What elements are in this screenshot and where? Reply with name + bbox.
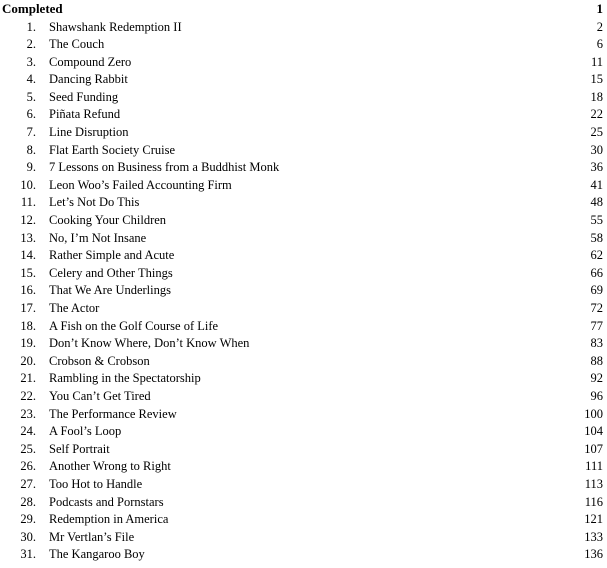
toc-entry-title: Celery and Other Things [49,265,173,280]
toc-entry-page: 58 [590,230,603,245]
toc-entry-title: Rambling in the Spectatorship [49,371,201,386]
toc-entry[interactable] [0,388,607,406]
toc-entry-title: Podcasts and Pornstars [49,494,164,509]
toc-entry[interactable] [0,318,607,336]
toc-entry[interactable] [0,423,607,441]
toc-entry-number: 24. [20,424,36,439]
toc-entry-title: Mr Vertlan’s File [49,529,135,544]
toc-entry-number: 7. [26,125,36,140]
toc-entry-number: 12. [20,213,36,228]
toc-entry-title: Shawshank Redemption II [49,19,182,34]
toc-entry-number: 28. [20,494,36,509]
toc-entry-page: 18 [590,89,603,104]
toc-entry-page: 25 [590,125,603,140]
toc-entry-number: 26. [20,459,36,474]
toc-entry-page: 121 [584,512,603,527]
toc-entry-page: 92 [590,371,603,386]
toc-entry[interactable] [0,406,607,424]
toc-entry-number: 29. [20,512,36,527]
toc-entry-page: 6 [596,37,603,52]
toc-entry-title: Line Disruption [49,125,129,140]
toc-entry-page: 66 [590,265,603,280]
toc-entry-title: Redemption in America [49,512,169,527]
toc-entry-page: 77 [590,318,603,333]
toc-entry-number: 23. [20,406,36,421]
toc-entry[interactable] [0,335,607,353]
toc-entry[interactable] [0,282,607,300]
toc-entry-page: 41 [590,177,603,192]
toc-entry-number: 27. [20,476,36,491]
toc-entry-page: 72 [590,301,603,315]
toc-entry-number: 20. [20,353,36,368]
toc-entry-page: 2 [596,19,603,34]
toc-entry-title: Another Wrong to Right [49,459,171,474]
toc-entry-number: 21. [20,371,36,386]
toc-entry[interactable] [0,300,607,318]
toc-entry[interactable] [0,230,607,248]
toc-entry[interactable] [0,71,607,89]
toc-entry-title: You Can’t Get Tired [49,388,151,403]
toc-entry-number: 6. [26,107,36,122]
toc-entry-page: 62 [590,248,603,263]
toc-entry[interactable] [0,353,607,371]
toc-entry-title: The Actor [49,301,100,315]
toc-entry-page: 104 [584,424,603,439]
toc-entry-title: Seed Funding [49,89,119,104]
toc-entry-title: Too Hot to Handle [49,476,143,491]
toc-entry-number: 2. [26,37,36,52]
toc-entry-title: Compound Zero [49,54,132,69]
toc-entry[interactable] [0,247,607,265]
toc-entry[interactable] [0,159,607,177]
toc-entry-title: Cooking Your Children [49,213,167,228]
toc-entry-title: Flat Earth Society Cruise [49,142,176,157]
toc-entry-number: 19. [20,336,36,351]
toc-entry-title: Leon Woo’s Failed Accounting Firm [49,177,232,192]
toc-entry-title: 7 Lessons on Business from a Buddhist Monk [49,160,280,175]
toc-entry-title: Don’t Know Where, Don’t Know When [49,336,250,351]
toc-entry-number: 8. [26,142,36,157]
toc-entry[interactable] [0,212,607,230]
toc-entry-page: 22 [590,107,603,122]
toc-entry-title: The Couch [49,37,105,52]
toc-entry-title: A Fool’s Loop [49,424,122,439]
toc-entry-page: 30 [590,142,603,157]
toc-entry[interactable] [0,106,607,124]
toc-entry[interactable] [0,124,607,142]
toc-section-title: Completed [2,1,63,16]
toc-entry-title: The Performance Review [49,406,177,421]
toc-entry-title: No, I’m Not Insane [49,230,147,245]
toc-entry[interactable] [0,476,607,494]
toc-entry-number: 9. [26,160,36,175]
toc-entry-page: 113 [584,476,603,491]
toc-entry[interactable] [0,177,607,195]
toc-entry-page: 36 [590,160,603,175]
toc-entry-page: 88 [590,353,603,368]
toc-entry-page: 55 [590,213,603,228]
toc-entry-title: Rather Simple and Acute [49,248,175,263]
toc-entry-page: 96 [590,388,603,403]
toc-entry[interactable] [0,529,607,547]
toc-entry-page: 107 [584,441,603,456]
toc-entry[interactable] [0,54,607,72]
toc-entry[interactable] [0,458,607,476]
toc-entry[interactable] [0,511,607,529]
toc-entry[interactable] [0,265,607,283]
toc-entry-page: 11 [590,54,603,69]
toc-entry-page: 48 [590,195,603,210]
toc-entry-page: 69 [590,283,603,298]
toc-entry-title: That We Are Underlings [49,283,171,298]
toc-entry-number: 4. [26,72,36,87]
toc-entry-number: 11. [20,195,36,210]
toc-entry-page: 136 [584,547,603,562]
toc-entry[interactable] [0,370,607,388]
toc-entry-page: 133 [584,529,603,544]
toc-entry-number: 3. [26,54,36,69]
toc-entry[interactable] [0,142,607,160]
toc-entry-number: 10. [20,177,36,192]
toc-entry-number: 17. [20,301,36,315]
toc-entry-number: 16. [20,283,36,298]
toc-entry-title: The Kangaroo Boy [49,547,145,562]
toc-entry-number: 15. [20,265,36,280]
toc-entry-number: 14. [20,248,36,263]
toc-entry[interactable] [0,494,607,512]
toc-entry-title: A Fish on the Golf Course of Life [49,318,219,333]
toc-entry-title: Piñata Refund [49,107,121,122]
toc-entry-number: 5. [26,89,36,104]
toc-entry-title: Crobson & Crobson [49,353,150,368]
toc-entry-number: 30. [20,529,36,544]
toc-entry-number: 22. [20,388,36,403]
toc-entry[interactable] [0,89,607,107]
toc-section-header[interactable] [2,0,603,17]
toc-entry-page: 100 [584,406,603,421]
toc-entry-list [0,19,607,564]
toc-section-page: 1 [596,1,603,16]
toc-entry-title: Dancing Rabbit [49,72,128,87]
toc-entry-number: 18. [20,318,36,333]
toc-entry-number: 1. [26,19,36,34]
toc-entry[interactable] [0,36,607,54]
toc-entry-page: 15 [590,72,603,87]
toc-entry-number: 25. [20,441,36,456]
toc-entry-page: 111 [585,459,603,474]
toc-entry-number: 13. [20,230,36,245]
toc-entry[interactable] [0,19,607,37]
toc-entry-page: 116 [584,494,603,509]
toc-entry-title: Self Portrait [49,441,110,456]
toc-entry[interactable] [0,194,607,212]
toc-entry-number: 31. [20,547,36,562]
toc-entry-title: Let’s Not Do This [49,195,140,210]
toc-entry[interactable] [0,441,607,459]
toc-entry-page: 83 [590,336,603,351]
toc-entry[interactable] [0,546,607,564]
